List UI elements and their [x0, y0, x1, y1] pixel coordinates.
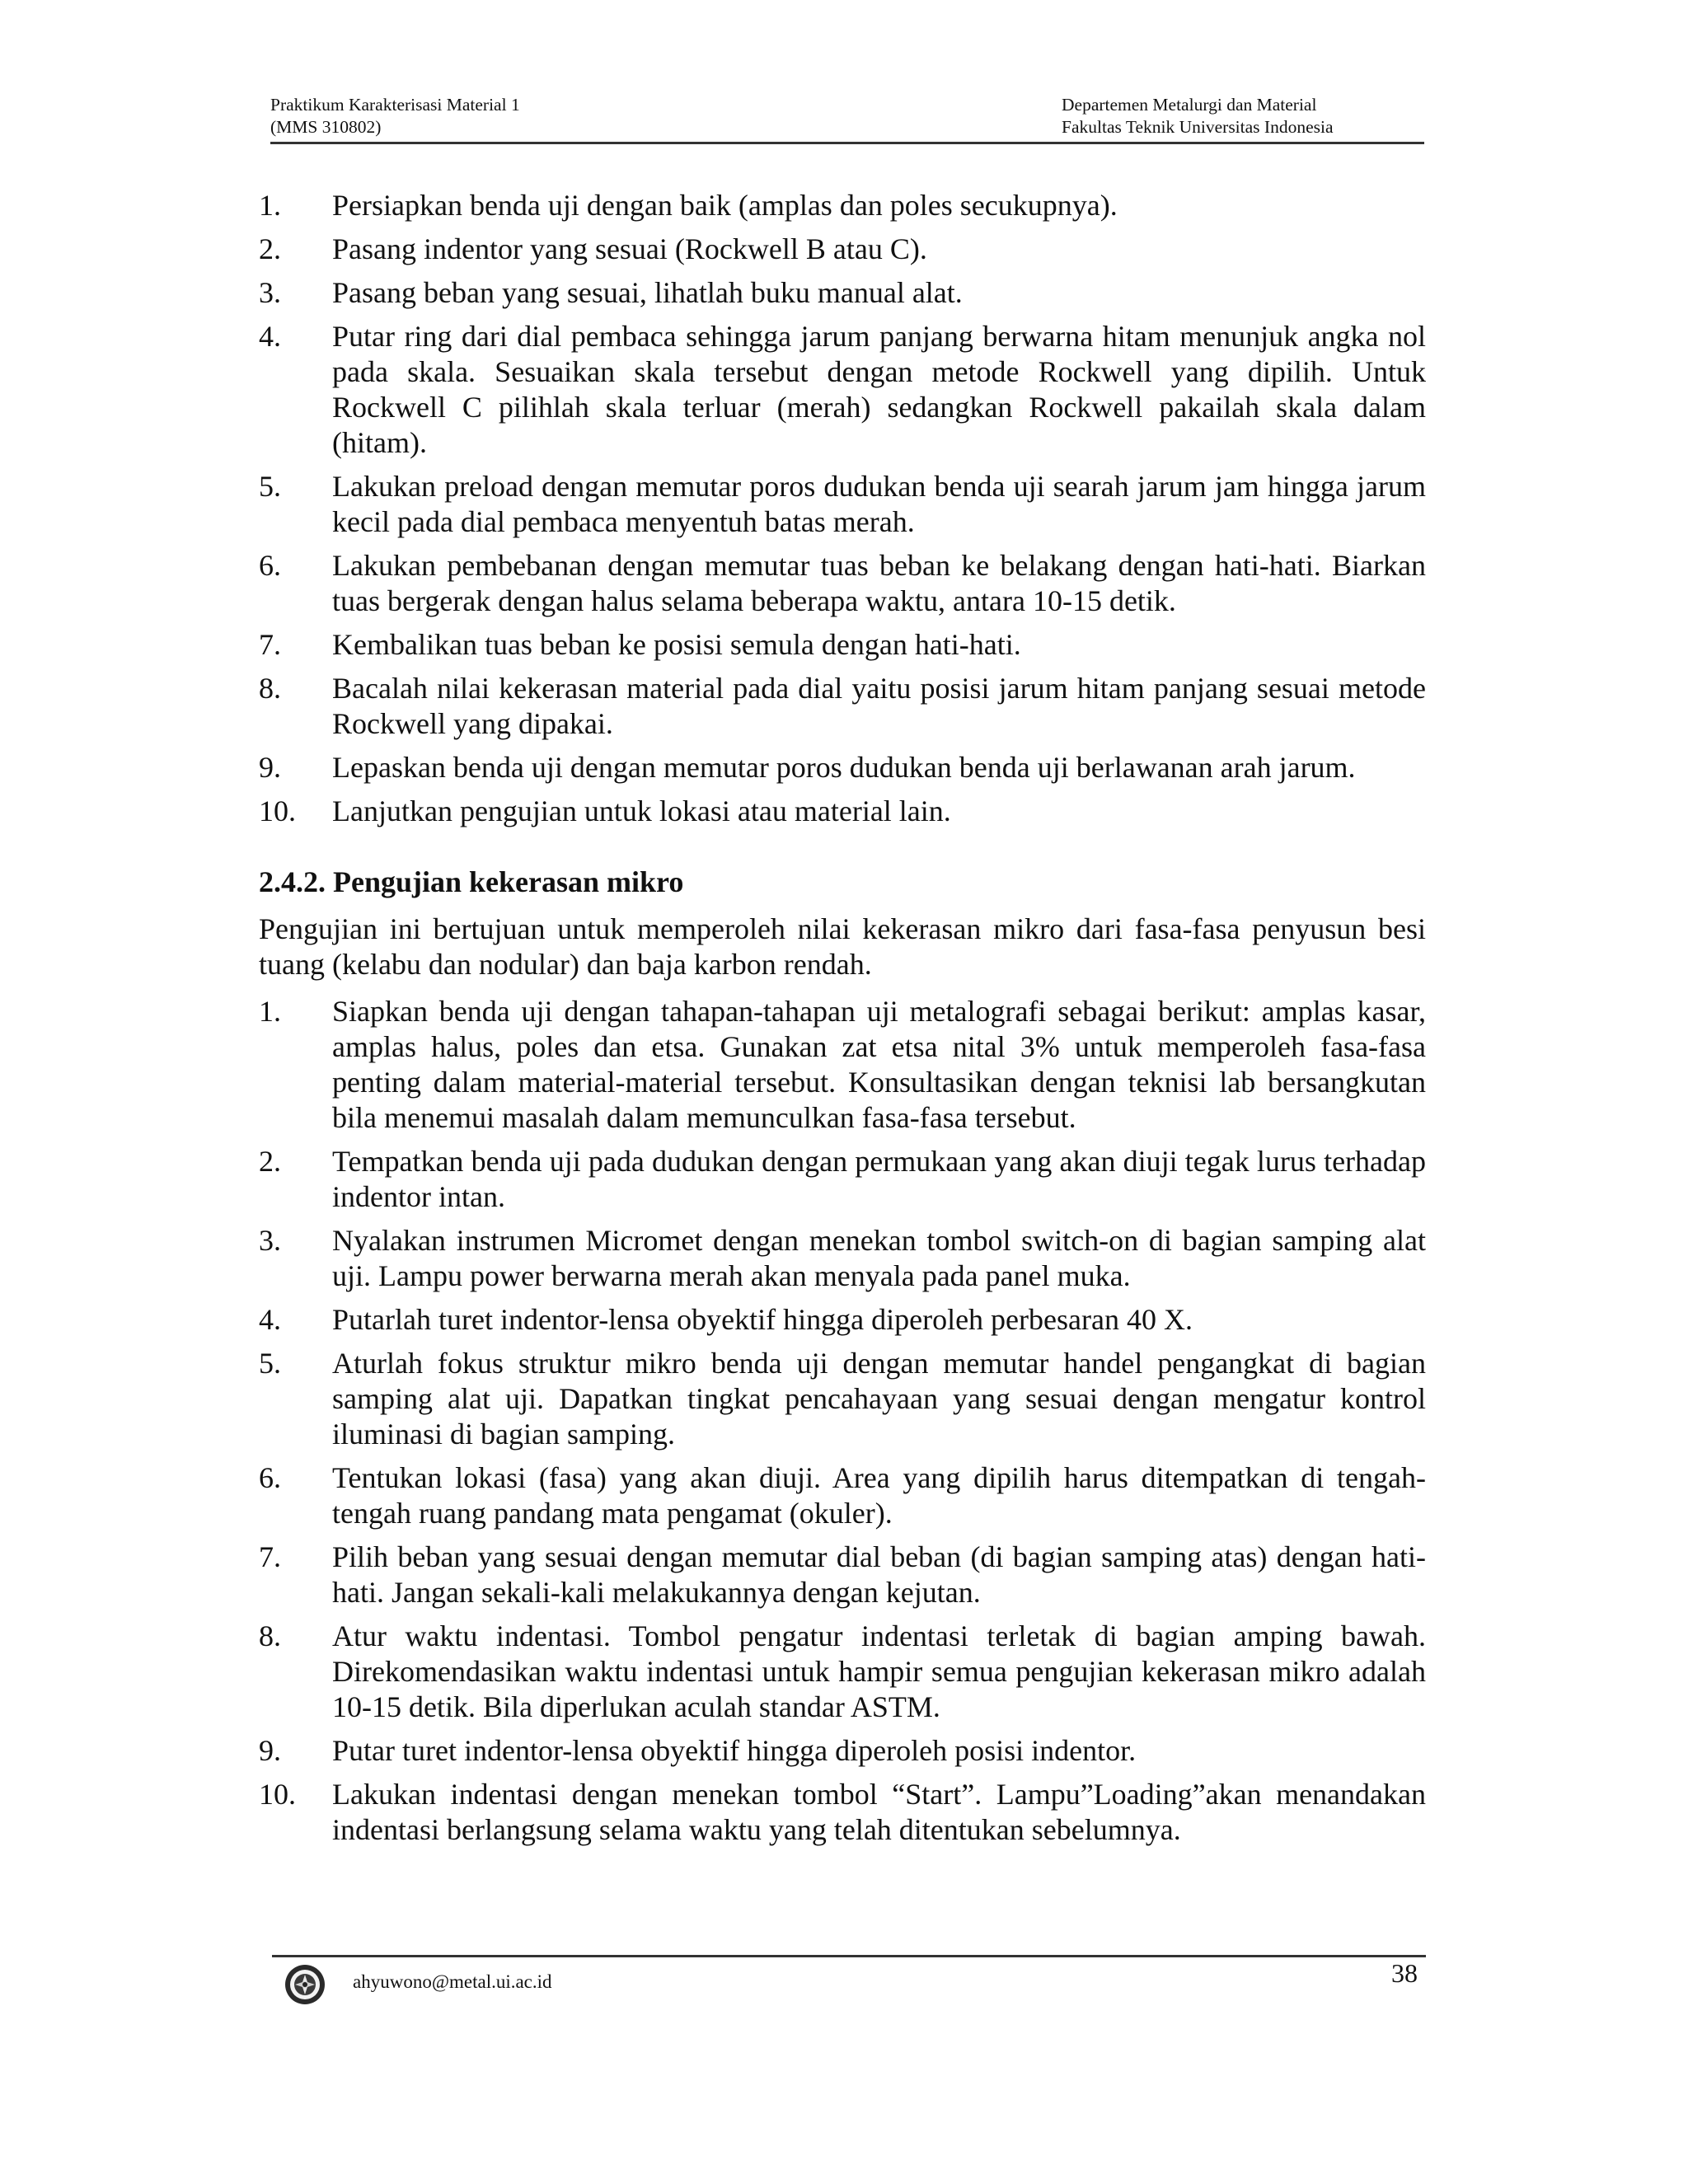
list-item-number: 2.: [259, 1145, 281, 1178]
list-item-number: 9.: [259, 1734, 281, 1767]
header-left: [270, 94, 520, 138]
list-item-text: Putar turet indentor-lensa obyektif hingga diperoleh posisi indentor.: [332, 1734, 1137, 1767]
list-item: [259, 1777, 1426, 1848]
list-item: [259, 275, 1426, 311]
list-item-number: 7.: [259, 1540, 281, 1573]
list-item-number: 5.: [259, 470, 281, 503]
university-seal-icon: [284, 1963, 326, 2006]
list-item: [259, 1302, 1426, 1338]
list-item: [259, 548, 1426, 619]
list-item: [259, 232, 1426, 267]
micro-hardness-steps-list: [259, 994, 1426, 1848]
list-item-text: Putarlah turet indentor-lensa obyektif hingga diperoleh perbesaran 40 X.: [332, 1303, 1193, 1336]
list-item: [259, 188, 1426, 223]
list-item-text: Persiapkan benda uji dengan baik (amplas dan poles secukupnya).: [332, 189, 1118, 222]
list-item-text: Siapkan benda uji dengan tahapan-tahapan uji metalografi sebagai berikut: amplas kasar, amplas halus, poles dan etsa. Gunakan zat etsa nital 3% untuk memperoleh fasa-fasa penting dalam material-material tersebut. Konsultasikan dengan teknisi lab bersangkutan bila menemui masalah dalam memunculkan fasa-fasa tersebut.: [332, 995, 1426, 1134]
list-item-text: Nyalakan instrumen Micromet dengan menekan tombol switch-on di bagian samping alat uji. Lampu power berwarna merah akan menyala pada panel muka.: [332, 1224, 1426, 1292]
page-content: [259, 188, 1426, 1856]
list-item-number: 6.: [259, 1461, 281, 1494]
list-item-number: 8.: [259, 672, 281, 705]
list-item: [259, 1346, 1426, 1452]
list-item-text: Pasang beban yang sesuai, lihatlah buku manual alat.: [332, 276, 963, 309]
list-item-text: Putar ring dari dial pembaca sehingga jarum panjang berwarna hitam menunjuk angka nol pada skala. Sesuaikan skala tersebut dengan metode Rockwell yang dipilih. Untuk Rockwell C pilihlah skala terluar (merah) sedangkan Rockwell pakailah skala dalam (hitam).: [332, 320, 1426, 459]
list-item-number: 3.: [259, 1224, 281, 1257]
list-item-number: 4.: [259, 320, 281, 353]
footer-email: ahyuwono@metal.ui.ac.id: [353, 1971, 552, 1992]
header-right: [1062, 94, 1334, 138]
list-item-text: Tentukan lokasi (fasa) yang akan diuji. Area yang dipilih harus ditempatkan di tengah-tengah ruang pandang mata pengamat (okuler).: [332, 1461, 1426, 1530]
list-item: [259, 469, 1426, 540]
department-name: Departemen Metalurgi dan Material: [1062, 95, 1317, 115]
list-item-text: Pilih beban yang sesuai dengan memutar dial beban (di bagian samping atas) dengan hati-hati. Jangan sekali-kali melakukannya dengan kejutan.: [332, 1540, 1426, 1609]
list-item-number: 5.: [259, 1347, 281, 1380]
footer-divider: [272, 1955, 1426, 1957]
list-item: [259, 1144, 1426, 1215]
list-item: [259, 1223, 1426, 1294]
faculty-name: Fakultas Teknik Universitas Indonesia: [1062, 117, 1334, 137]
section-heading: 2.4.2. Pengujian kekerasan mikro: [259, 865, 684, 898]
list-item-text: Tempatkan benda uji pada dudukan dengan permukaan yang akan diuji tegak lurus terhadap indentor intan.: [332, 1145, 1426, 1213]
rockwell-steps-list: [259, 188, 1426, 829]
list-item: [259, 794, 1426, 829]
list-item-text: Atur waktu indentasi. Tombol pengatur indentasi terletak di bagian amping bawah. Direkomendasikan waktu indentasi untuk hampir semua pengujian kekerasan mikro adalah 10-15 detik. Bila diperlukan aculah standar ASTM.: [332, 1619, 1426, 1723]
list-item-number: 10.: [259, 1778, 296, 1811]
list-item-number: 8.: [259, 1619, 281, 1652]
list-item-text: Kembalikan tuas beban ke posisi semula dengan hati-hati.: [332, 628, 1021, 661]
list-item: [259, 1540, 1426, 1610]
list-item-text: Bacalah nilai kekerasan material pada dial yaitu posisi jarum hitam panjang sesuai metode Rockwell yang dipakai.: [332, 672, 1426, 740]
list-item-number: 7.: [259, 628, 281, 661]
list-item-number: 10.: [259, 794, 296, 827]
list-item-text: Lakukan preload dengan memutar poros dudukan benda uji searah jarum jam hingga jarum kecil pada dial pembaca menyentuh batas merah.: [332, 470, 1426, 538]
list-item-text: Aturlah fokus struktur mikro benda uji dengan memutar handel pengangkat di bagian samping alat uji. Dapatkan tingkat pencahayaan yang sesuai dengan mengatur kontrol iluminasi di bagian samping.: [332, 1347, 1426, 1451]
list-item-number: 3.: [259, 276, 281, 309]
list-item-number: 2.: [259, 232, 281, 265]
list-item-text: Lepaskan benda uji dengan memutar poros dudukan benda uji berlawanan arah jarum.: [332, 751, 1356, 784]
list-item: [259, 994, 1426, 1136]
list-item-number: 1.: [259, 995, 281, 1028]
list-item-number: 9.: [259, 751, 281, 784]
list-item: [259, 750, 1426, 785]
list-item-text: Lanjutkan pengujian untuk lokasi atau material lain.: [332, 794, 951, 827]
list-item: [259, 671, 1426, 742]
list-item-text: Pasang indentor yang sesuai (Rockwell B atau C).: [332, 232, 927, 265]
list-item: [259, 1733, 1426, 1769]
section-intro: Pengujian ini bertujuan untuk memperoleh nilai kekerasan mikro dari fasa-fasa penyusun besi tuang (kelabu dan nodular) dan baja karbon rendah.: [259, 912, 1426, 981]
list-item: [259, 1619, 1426, 1725]
page-number: 38: [1391, 1958, 1418, 1988]
list-item-number: 6.: [259, 549, 281, 582]
list-item-number: 4.: [259, 1303, 281, 1336]
course-code: (MMS 310802): [270, 117, 382, 137]
list-item: [259, 1460, 1426, 1531]
list-item: [259, 627, 1426, 663]
list-item: [259, 319, 1426, 461]
list-item-number: 1.: [259, 189, 281, 222]
list-item-text: Lakukan indentasi dengan menekan tombol “Start”. Lampu”Loading”akan menandakan indentasi berlangsung selama waktu yang telah ditentukan sebelumnya.: [332, 1778, 1426, 1846]
course-title: Praktikum Karakterisasi Material 1: [270, 95, 520, 115]
page-header: [270, 92, 1424, 144]
list-item-text: Lakukan pembebanan dengan memutar tuas beban ke belakang dengan hati-hati. Biarkan tuas bergerak dengan halus selama beberapa waktu, antara 10-15 detik.: [332, 549, 1426, 617]
